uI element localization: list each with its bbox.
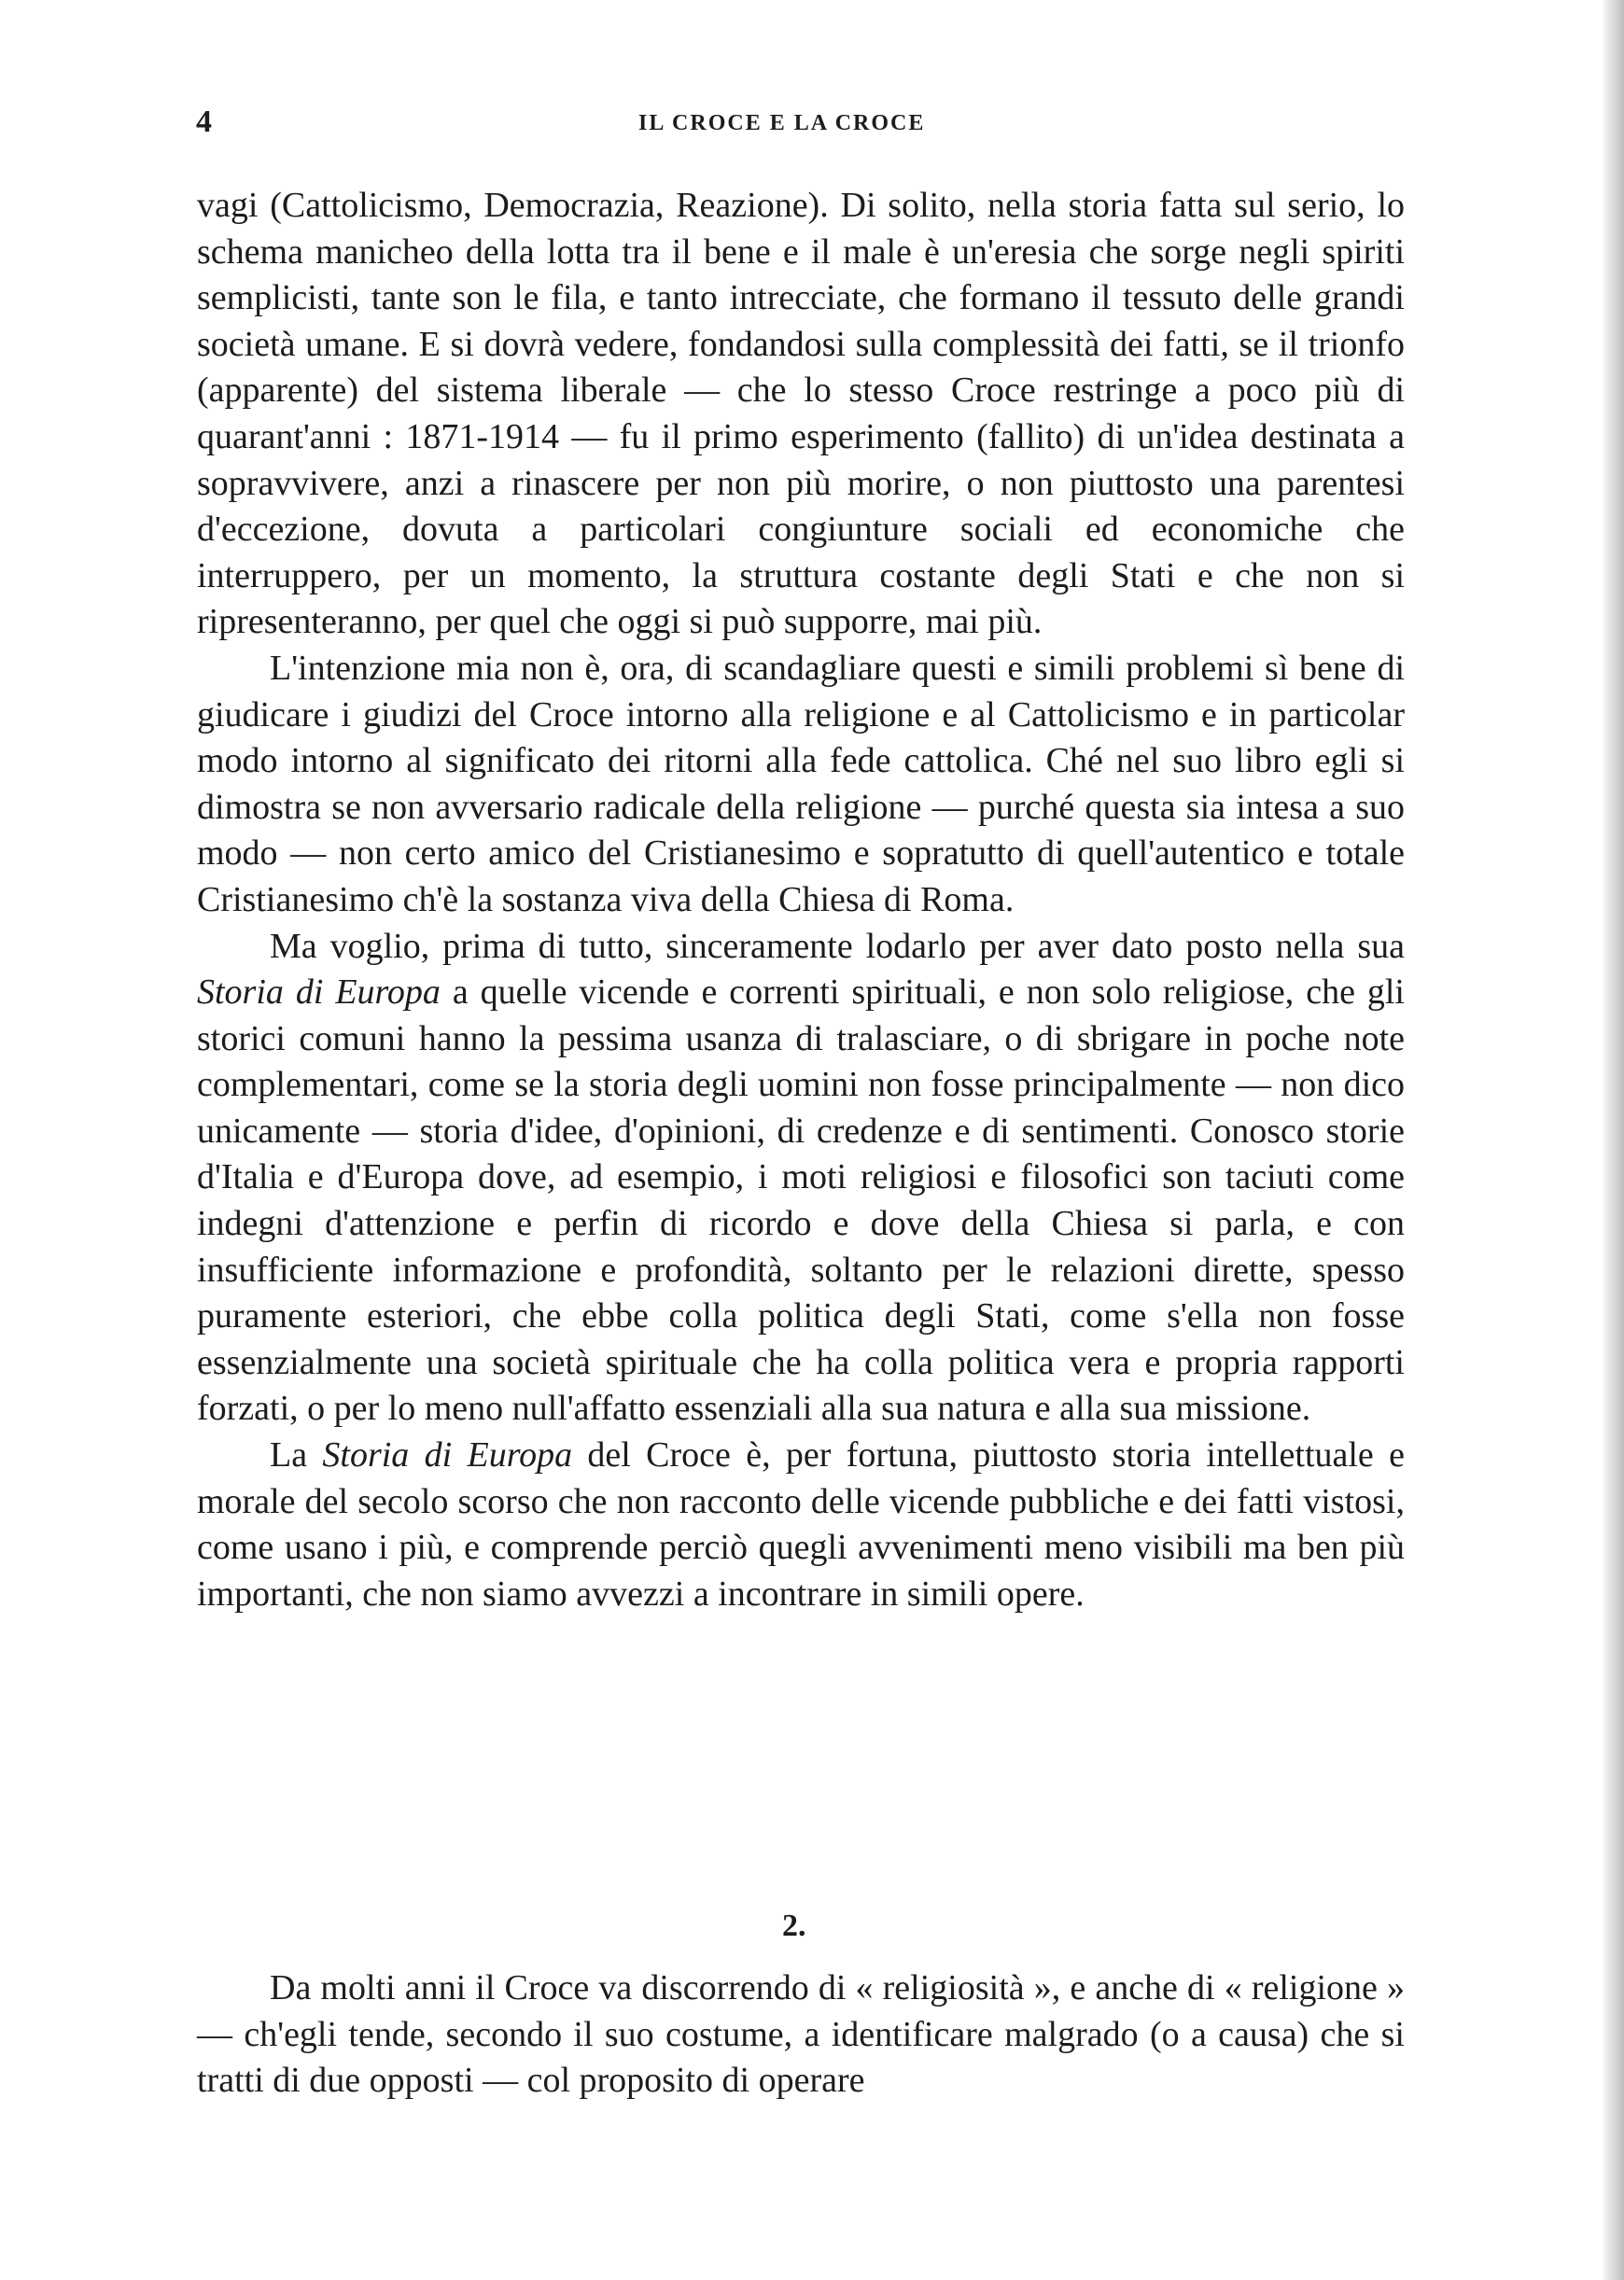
book-title-italic: Storia di Europa xyxy=(322,1435,573,1476)
paragraph: vagi (Cattolicismo, Democrazia, Reazione). Di solito, nella storia fatta sul serio, lo schema manicheo della lotta tra il bene e il male è un'eresia che sorge negli spiriti semplicisti, tante son le fila, e tanto intrecciate, che formano il tessuto delle grandi società umane. E si dovrà vedere, fondandosi sulla complessità dei fatti, se il trionfo (apparente) del sistema liberale — che lo stesso Croce restringe a poco più di quarant'anni : 1871-1914 — fu il primo esperimento (fallito) di un'idea destinata a sopravvivere, anzi a rinascere per non più morire, o non piuttosto una parentesi d'eccezione, dovuta a particolari congiunture sociali ed economiche che interruppero, per un momento, la struttura costante degli Stati e che non si ripresenteranno, per quel che oggi si può supporre, mai più. xyxy=(197,186,1405,642)
paragraph xyxy=(197,924,1405,1434)
paragraph xyxy=(197,1433,1405,1617)
paragraph-text: La xyxy=(270,1435,323,1476)
page-number: 4 xyxy=(196,105,212,139)
body-text xyxy=(197,183,1405,1617)
paragraph-text: Ma voglio, prima di tutto, sinceramente lodarlo per aver dato posto nella sua xyxy=(270,926,1405,966)
body-text-section-2 xyxy=(197,1965,1405,2105)
paragraph-text: a quelle vicende e correnti spirituali, e non solo religiose, che gli storici comuni hanno la pessima usanza di tralasciare, o di sbrigare in poche note complementari, come se la storia degli uomini non fosse principalmente — non dico unicamente — storia d'idee, d'opinioni, di credenze e di sentimenti. Conosco storie d'Italia e d'Europa dove, ad esempio, i moti religiosi e filosofici son taciuti come indegni d'attenzione e perfin di ricordo e dove della Chiesa si parla, e con insufficiente informazione e profondità, soltanto per le relazioni dirette, spesso puramente esteriori, che ebbe colla politica degli Stati, come s'ella non fosse essenzialmente una società spirituale che ha colla politica vera e propria rapporti forzati, o per lo meno null'affatto essenziali alla sua natura e alla sua missione. xyxy=(197,972,1405,1429)
paragraph: Da molti anni il Croce va discorrendo di « religiosità », e anche di « religione » — ch'egli tende, secondo il suo costume, a identificare malgrado (o a causa) che si tratti di due opposti — col proposito di operare xyxy=(197,1968,1405,2101)
paragraph: L'intenzione mia non è, ora, di scandagliare questi e simili problemi sì bene di giudicare i giudizi del Croce intorno alla religione e al Cattolicismo e in particolar modo intorno al significato dei ritorni alla fede cattolica. Ché nel suo libro egli si dimostra se non avversario radicale della religione — purché questa sia intesa a suo modo — non certo amico del Cristianesimo e sopratutto di quell'autentico e totale Cristianesimo ch'è la sostanza viva della Chiesa di Roma. xyxy=(197,648,1405,919)
book-title-italic: Storia di Europa xyxy=(197,972,441,1013)
page-edge-shadow xyxy=(1603,0,1624,2280)
running-header xyxy=(0,105,1624,142)
paragraph-text: del Croce è, per fortuna, piuttosto storia intellettuale e morale del secolo scorso che non racconto delle vicende pubbliche e dei fatti vistosi, come usano i più, e comprende perciò quegli avvenimenti meno visibili ma ben più importanti, che non siamo avvezzi a incontrare in simili opere. xyxy=(197,1435,1405,1614)
running-title: IL CROCE E LA CROCE xyxy=(638,111,926,135)
section-number: 2. xyxy=(782,1909,806,1943)
